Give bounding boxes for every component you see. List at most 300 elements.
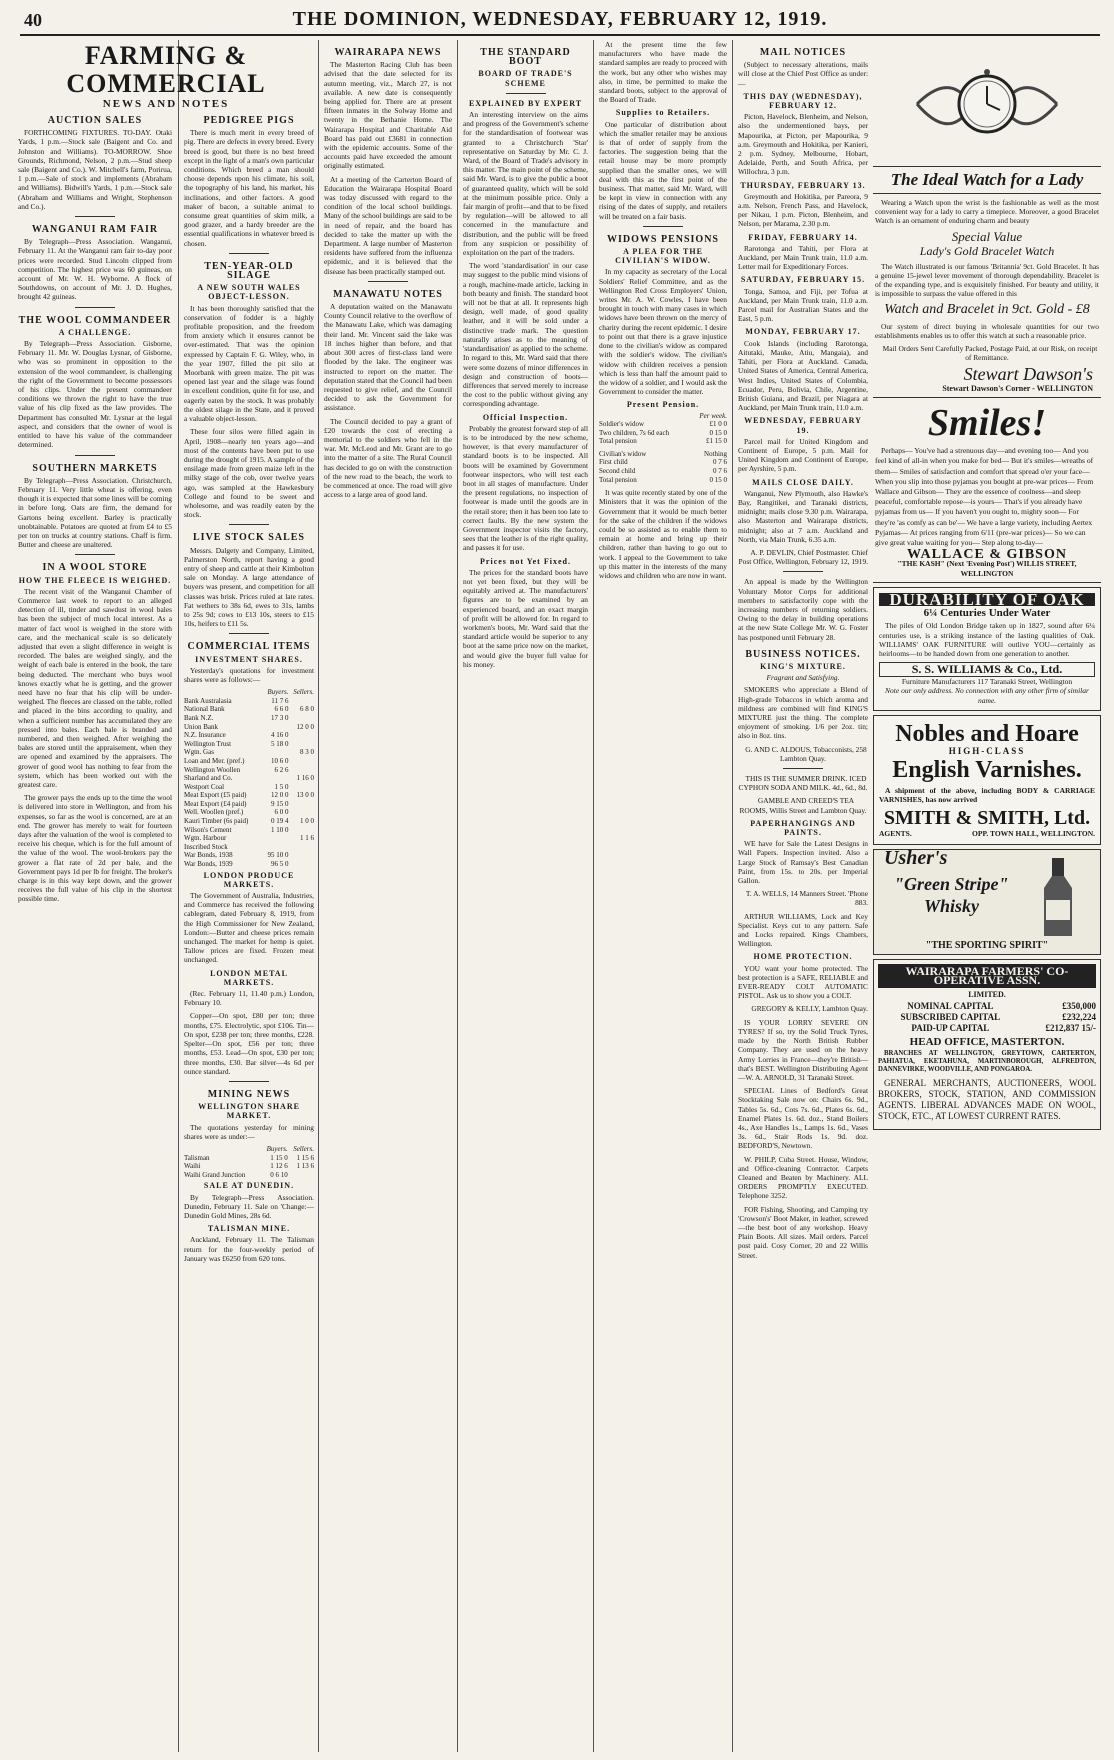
- advertising-column: [873, 40, 1101, 1752]
- mail-day-text: Greymouth and Hokitika, per Pareora, 9 a.m. Nelson, French Pass, and Havelock, per Nikau, 1 p.m. Picton, Blenheim, and Nelson, per Marama, 2.30 p.m.: [738, 191, 868, 229]
- divider: [75, 216, 115, 217]
- shares-header: Buyers.: [267, 688, 289, 697]
- subheading-challenge: A CHALLENGE.: [58, 327, 132, 337]
- shares-cell: [263, 843, 289, 852]
- column-1: [18, 108, 172, 1752]
- pension-cell: £1 0 0: [709, 420, 727, 429]
- shares-cell: [289, 697, 314, 706]
- shares-row: [184, 817, 314, 826]
- mail-day-heading: FRIDAY, FEBRUARY 14.: [748, 232, 858, 242]
- shares-cell: 12 0 0: [271, 791, 289, 800]
- masthead: [20, 4, 1100, 36]
- subheading-investment: INVESTMENT SHARES.: [195, 654, 303, 664]
- ad-fishing-boots: FOR Fishing, Shooting, and Camping try 'Crowson's' Boot Maker, in leather, screwed—the best boot of any workshop. Heavy Plain Boots. All sizes. Mail orders. Parcel post paid. Cosy Corner, 20 and 22 Willis Street.: [738, 1204, 868, 1260]
- smith-smith-name: SMITH & SMITH, Ltd.: [883, 807, 1091, 830]
- shares-cell: 4 16 0: [271, 731, 289, 740]
- shares-cell: [263, 723, 289, 732]
- shares-row: [184, 697, 314, 706]
- watch-illustration: [907, 44, 1067, 164]
- heading-paperhangings: PAPERHANGINGS AND PAINTS.: [750, 818, 856, 838]
- article-inspection: Probably the greatest forward step of all is to be introduced by the new scheme, however, is that every manufacturer of standard boots is to be inspected. All boots will be examined by Government footwear inspectors, who will test each boot in all stages of manufacture. Under the present regulations, no inspection of footwear is made until the goods are in the retail store; then it has been too late to correct faults. By the new system the Government inspector visits the factory, sees that the leather is of the right quality, and passes it for use.: [463, 423, 588, 553]
- watch-ad-text4: Mail Orders Sent Carefully Packed, Postage Paid, at our Risk, on receipt of Remittance.: [882, 344, 1098, 362]
- shares-row: [184, 740, 314, 749]
- heading-wool-store: IN A WOOL STORE: [42, 562, 148, 574]
- mining-cell: 1 15 6: [296, 1153, 314, 1162]
- watch-ad-text2: The Watch illustrated is our famous 'Britannia' 9ct. Gold Bracelet. It has a genuine 15-jewel lever movement of thorough dependability. Bracelet is of the expanding type, and is exquisitely finished. For beauty and utility, it is impossible to surpass the value offered in this: [875, 262, 1099, 298]
- smith-smith-footer: [879, 829, 1095, 838]
- subheading-present-pension: Present Pension.: [626, 400, 700, 410]
- shares-row: [184, 705, 314, 714]
- summer-signature: GAMBLE AND CREED'S TEA ROOMS, Willis Street and Lambton Quay.: [739, 796, 867, 815]
- column-rule: [318, 40, 319, 1752]
- shares-cell: 96 5 0: [271, 860, 289, 869]
- divider: [75, 455, 115, 456]
- ad-stewart-dawson: [873, 44, 1101, 398]
- oak-note: Note our only address. No connection with any other firm of similar name.: [885, 686, 1089, 705]
- wallace-gibson-name: WALLACE & GIBSON: [907, 547, 1067, 563]
- subheading-fleece: HOW THE FLEECE IS WEIGHED.: [18, 575, 172, 585]
- section-subheading: NEWS AND NOTES: [102, 98, 230, 110]
- notice-motor-corps: An appeal is made by the Wellington Voluntary Motor Corps for additional members to satisfactorily cope with the increasing numbers of returning soldiers. Owing to the delay in building operations at the new State College Mr. W. G. Foster has postponed until February 28.: [738, 577, 868, 642]
- shares-cell: 5 18 0: [271, 739, 289, 748]
- shares-cell: Sharland and Co.: [184, 774, 233, 783]
- divider: [783, 768, 823, 769]
- heading-southern-markets: SOUTHERN MARKETS: [32, 462, 158, 474]
- article-dunedin: By Telegraph—Press Association. Dunedin, February 11. Sale on 'Change:—Dunedin Gold Mines, 28s 6d.: [184, 1192, 314, 1220]
- heading-auction-sales: AUCTION SALES: [47, 115, 143, 126]
- shares-row: [184, 714, 314, 723]
- ad-home-protection: YOU want your home protected. The best protection is a SAFE, RELIABLE and EVER-READY COLT AUTOMATIC PISTOL. Ask us to show you a COLT.: [738, 963, 868, 1001]
- mining-cell: 1 12 6: [270, 1162, 288, 1171]
- shares-cell: 1 1 6: [300, 834, 314, 843]
- heading-ram-fair: WANGANUI RAM FAIR: [31, 224, 159, 236]
- subheading-talisman: TALISMAN MINE.: [207, 1224, 291, 1234]
- heading-wairarapa: WAIRARAPA NEWS: [334, 47, 442, 58]
- assn-office: HEAD OFFICE, MASTERTON.: [909, 1036, 1065, 1049]
- whisky-bottle-icon: [1036, 858, 1080, 938]
- bracelet-watch-icon: [907, 44, 1067, 164]
- oak-sub: 6¼ Centuries Under Water: [923, 607, 1051, 620]
- divider: [229, 253, 269, 254]
- heading-mail-notices: MAIL NOTICES: [759, 47, 847, 58]
- shares-cell: 8 3 0: [300, 748, 314, 757]
- mining-cell: 1 13 6: [296, 1162, 314, 1171]
- shares-cell: 1 5 0: [274, 782, 289, 791]
- article-prices: The prices for the standard boots have not yet been fixed, but they will be equitably arrived at. The manufacturers' figures are to be examined by an experienced board, and an exact margin of profit will be allowed for. In regard to workmen's boots, Mr. Ward said that the standard article would be superior to any boot at the same price now on the market, and would give the buyer full value for his money.: [463, 567, 588, 669]
- paper-signature: T. A. WELLS, 14 Manners Street. 'Phone 883.: [745, 889, 868, 908]
- capital-cell: £232,224: [1062, 1012, 1096, 1023]
- mail-day-heading: MONDAY, FEBRUARY 17.: [745, 327, 861, 337]
- shares-cell: Wgtn. Harbour: [184, 834, 227, 843]
- shares-cell: 1 0 0: [300, 817, 314, 826]
- oak-title: DURABILITY OF OAK: [879, 593, 1095, 606]
- column-6: [738, 40, 868, 1752]
- ushers-name: "Green Stripe": [894, 873, 1009, 894]
- ushers-slogan: "THE SPORTING SPIRIT": [925, 939, 1049, 951]
- divider: [75, 307, 115, 308]
- article-metal: Copper—On spot, £80 per ton; three months, £75. Electrolytic, spot £106. Tin—On spot, £238 per ton; three months, £228. Spelter—On spot, £56 per ton; three months, £53. Lead—On spot, £30 per ton; three months, £30. Bar silver—4s 6d per ounce standard.: [184, 1011, 314, 1076]
- divider: [229, 1081, 269, 1082]
- article-wool-store: The recent visit of the Wanganui Chamber of Commerce last week to report to an alleged detection of ill, tinder and sawdust in wool bales has been the subject of much local interest. As a matter of fact wool is weighed in the store with care, and the mechanical scale is so delicately adjusted that even a slight difference in weight is recorded. The bales are weighed singly, and the weight of each bale is entered in the book, the tare being deducted. The merchant who buys wool knows exactly what he is getting, and the grower need have no fear that his clip will be under-weighed. The fleeces are classed on the table, rolled and placed in the bins according to quality, and when a sufficient number has accumulated they are pressed into bales. Each bale is branded and numbered, and then weighed. After weighing the bales are stored until the appraisement, when they are opened and examined by the appraisers. The grower of good wool has nothing to fear from the system, which has been worked out with the greatest care.: [18, 586, 172, 789]
- subheading-mails-daily: MAILS CLOSE DAILY.: [752, 477, 854, 487]
- pension-cell: Two children, 7s 6d each: [599, 428, 670, 437]
- column-rule: [593, 40, 594, 1752]
- article-standard-boot: An interesting interview on the aims and progress of the Government's scheme for the standardisation of footwear was granted to a Christchurch 'Star' representative on Saturday by Mr. C. J. Ward, of the Board of Trade's advisory in this matter. The main point of the scheme, said Mr. Ward, is to give the public a boot of guaranteed quality, which will be sold at the minimum possible price. Only a fair margin of profit—and that to be fixed by regulation—will be allowed to all concerned in the manufacture and distribution, and the public will be freed from any suspicion or possibility of exploitation on the part of the traders.: [463, 110, 588, 258]
- watch-special2: Lady's Gold Bracelet Watch: [919, 244, 1055, 258]
- shares-cell: Wilson's Cement: [184, 825, 232, 834]
- article-wairarapa: The Masterton Racing Club has been advised that the date selected for its autumn meeting, viz., March 27, is not available. A new date is consequently being applied for. There are at present fifteen inmates in the Solway Home and twenty in the Bethanie Home. The Wairarapa Hospital and Charitable Aid Board has paid out £3681 in connection with the epidemic accounts. Some of the accounts paid have exceeded the amount originally estimated.: [324, 60, 452, 171]
- shares-cell: [289, 808, 314, 817]
- shares-cell: 1 10 0: [271, 825, 289, 834]
- divider: [506, 93, 546, 94]
- pension-civilian-row: [599, 458, 727, 467]
- article-widows: In my capacity as secretary of the Local Soldiers' Relief Committee, and as the Wellington Red Cross Employers' Union, writes Mr. A. W. Cowles, I have been brought in touch with many cases in which widows have been thrown on the mercy of charity during the recent epidemic. I desire to point out that there is a grave injustice done to the civilian's widow as compared with the soldier's widow. The civilian's widow with children receives a pension which is less than half the amount paid to the widow of a soldier, and I would ask the Government to consider the matter.: [599, 267, 727, 397]
- shares-cell: Bank N.Z.: [184, 713, 214, 722]
- pension-header: Per week.: [699, 411, 727, 420]
- wallace-gibson-address: "THE KASH" (Next 'Evening Post') WILLIS STREET, WELLINGTON: [897, 559, 1077, 578]
- ad-ushers-whisky: [873, 846, 1101, 955]
- assn-limited: LIMITED.: [968, 990, 1006, 1000]
- watch-offer: Watch and Bracelet in 9ct. Gold - £8: [884, 302, 1090, 317]
- shares-cell: [289, 714, 314, 723]
- shares-cell: [289, 851, 314, 860]
- stewart-dawson-logo: Stewart Dawson's: [963, 364, 1093, 384]
- article-boot-continued: At the present time the few manufacturers who have made the standard samples are ready to proceed with the work, but any other who wishes may also, in time, be permitted to make the standard boots, subject to the approval of the Board of Trade.: [599, 40, 727, 105]
- watch-special: Special Value: [951, 229, 1023, 244]
- watch-ad-text: Wearing a Watch upon the wrist is the fashionable as well as the most convenient way for a lady to carry a timepiece. Moreover, a good Bracelet Watch is an ornament of enduring charm and beauty: [875, 198, 1099, 225]
- mail-day-text: Picton, Havelock, Blenheim, and Nelson, also the undermentioned bays, per Mapourika, at Picton, per Mapourika, 9 a.m. Greymouth and Hokitika, per Kanieri, 2 p.m. Sydney, Melbourne, Hobart, Adelaide, Perth, and South Africa, per Willochra, 3 p.m.: [738, 112, 868, 177]
- divider: [783, 571, 823, 572]
- ad-lorry-tyres: IS YOUR LORRY SEVERE ON TYRES? If so, try the Solid Truck Tyres, made by the North British Rubber Company. They are used on the heavy Army Lorries in France—they're British—that's BEST. Wellington Distributing Agent—W. A. ARNOLD, 31 Taranaki Street.: [738, 1017, 868, 1082]
- mail-day-heading: THURSDAY, FEBRUARY 13.: [740, 180, 866, 190]
- shares-cell: Wellington Woollen: [184, 765, 241, 774]
- pension-civilian-cell: Total pension: [599, 475, 637, 484]
- mining-header: Sellers.: [293, 1144, 314, 1153]
- smiles-title: Smiles!: [927, 402, 1047, 445]
- ad-philp: W. PHILP, Cuba Street. House, Window, and Office-cleaning Contractor. Carpets Cleaned and Beaten by Machinery. ALL ORDERS PROMPTLY EXECUTED. Telephone 3252.: [738, 1154, 868, 1201]
- heading-pedigree-pigs: PEDIGREE PIGS: [203, 115, 295, 126]
- article-produce: The Government of Australia, Industries, and Commerce has received the following cablegram, dated February 8, 1919, from the High Commissioner for New Zealand, London:—Butter and cheese prices remain unchanged. The market for hemp is quiet. Tallow prices are fixed. Frozen meat unchanged.: [184, 891, 314, 965]
- oak-text: The piles of Old London Bridge taken up in 1827, sound after 6¼ centuries use, is a striking instance of the lasting qualities of Oak. WILLIAMS' OAK FURNITURE will outlive YOU—certainly as heirlooms—to be handed down from one generation to another.: [879, 621, 1095, 659]
- shares-cell: 6 6 0: [274, 705, 289, 714]
- shares-cell: Wellington Trust: [184, 739, 232, 748]
- mail-day-text: Rarotonga and Tahiti, per Flora at Auckland, per Main Trunk train, 11.0 a.m. Letter mail for Expeditionary Forces.: [738, 243, 868, 272]
- mining-header: Buyers.: [266, 1144, 288, 1153]
- assn-title: WAIRARAPA FARMERS' CO-OPERATIVE ASSN.: [878, 964, 1096, 988]
- divider: [75, 554, 115, 555]
- mail-day-heading: SATURDAY, FEBRUARY 15.: [740, 275, 866, 285]
- pension-row: [599, 429, 727, 438]
- shares-row: [184, 723, 314, 732]
- mining-row: [184, 1154, 314, 1163]
- mining-row: [184, 1171, 314, 1180]
- pension-row: [599, 437, 727, 446]
- shares-cell: War Bonds, 1938: [184, 851, 233, 860]
- pension-civilian-cell: Civilian's widow: [599, 449, 647, 458]
- shares-cell: 95 10 0: [267, 851, 289, 860]
- ad-kings-mixture: SMOKERS who appreciate a Blend of High-grade Tobaccos in which aroma and mildness are combined will find KING'S MIXTURE just the thing. The complete enjoyment of smoking. 1/6 per 2oz. tin; also in 8oz. tins.: [738, 685, 868, 741]
- oak-firm-address: Furniture Manufacturers 117 Taranaki Street, Wellington: [901, 677, 1073, 687]
- subheading-expert: EXPLAINED BY EXPERT: [468, 98, 583, 108]
- column-rule: [732, 40, 733, 1752]
- shares-cell: [289, 800, 314, 809]
- shares-cell: Loan and Mer. (pref.): [184, 756, 245, 765]
- shares-row: [184, 791, 314, 800]
- heading-business-notices: BUSINESS NOTICES.: [745, 648, 861, 660]
- pension-cell: 0 15 0: [709, 428, 727, 437]
- article-talisman: Auckland, February 11. The Talisman return for the four-weekly period of January was £6250 from 620 tons.: [184, 1235, 314, 1263]
- pension-civilian-cell: 0 7 6: [712, 458, 727, 467]
- pension-civilian-cell: Nothing: [704, 449, 727, 458]
- ad-summer-drink: THIS IS THE SUMMER DRINK. ICED CYPHON SODA AND MILK. 4d., 6d., 8d.: [738, 774, 868, 793]
- column-2: [184, 108, 314, 1752]
- article-manawatu: A deputation waited on the Manawatu County Council relative to the overflow of the Manawatu Lake, which was damaging their land. Mr. Vincent said the lake was 18 inches higher than before, and that about 300 acres of first-class land were flooded by the lake. The engineer was instructed to report on the matter. The deputation stated that the Council had been requested to give relief, and the Council decided to ask the Government for assistance.: [324, 302, 452, 413]
- subheading-board-trade: BOARD OF TRADE'S SCHEME: [478, 69, 573, 88]
- pension-civilian-row: [599, 450, 727, 459]
- shares-table: [184, 688, 314, 868]
- shares-cell: National Bank: [184, 705, 225, 714]
- column-rule: [178, 40, 179, 1752]
- capital-row: [878, 1001, 1096, 1012]
- capital-row: [878, 1012, 1096, 1023]
- column-3: [324, 40, 452, 1752]
- capital-cell: NOMINAL CAPITAL: [907, 1001, 994, 1012]
- subheading-inspection: Official Inspection.: [482, 412, 569, 422]
- ad-nobles-hoare: [873, 715, 1101, 844]
- subheading-produce: LONDON PRODUCE MARKETS.: [203, 870, 295, 889]
- heading-mining: MINING NEWS: [207, 1088, 291, 1100]
- pension-table-soldier: [599, 412, 727, 446]
- pension-cell: Total pension: [599, 437, 637, 446]
- shares-cell: 9 15 0: [271, 799, 289, 808]
- shares-row: [184, 834, 314, 843]
- article-manawatu-cont: The Council decided to pay a grant of £20 towards the cost of erecting a memorial to the soldiers who fell in the war. Mr. McLeod and Mr. Grant are to go into the matter of a site. The Rural Council has decided to go on with the construction of the new road to the beach, the work to be commenced at once. The road will give access to a large area of good land.: [324, 416, 452, 500]
- assn-text: GENERAL MERCHANTS, AUCTIONEERS, WOOL BROKERS, STOCK, STATION, AND COMMISSION AGENTS. LIBERAL ADVANCES MADE ON WOOL, STOCK, ETC., AT LOWEST CURRENT RATES.: [878, 1077, 1096, 1121]
- article-widows-cont: It was quite recently stated by one of the Ministers that it was the opinion of the Government that it would be much better for the sake of the children if the widows could be so assisted as to enable them to remain at home and bring up their children, rather than having to go out to work. I appeal to the Government to take up this matter in the interests of the many widows and children who are now in want.: [599, 488, 727, 581]
- ushers-brand: Usher's: [884, 846, 948, 869]
- subheading-suppliers: Supplies to Retailers.: [615, 108, 711, 118]
- metal-intro: (Rec. February 11, 11.40 p.m.) London, February 10.: [184, 989, 314, 1008]
- article-standard-boot-cont: The word 'standardisation' in our case may suggest to the public mind visions of a rough, machine-made article, lacking in both beauty and finish. The standard boot will not be that at all. It represents high design, well made, of good quality leather, and it will be sold under a distinctive trade mark. The question naturally arises as to the meaning of 'standardisation' as applied to the scheme. In regard to this, Mr. Ward said that there were some dozens of minor differences in design and construction of boots—differences that served merely to increase the cost to the public without giving any corresponding advantage.: [463, 261, 588, 409]
- article-southern-markets: By Telegraph—Press Association. Christchurch, February 11. Very little wheat is offering, even though it is expected that some lines will be coming in before long. Oats are firm, the demand for Gartons being excellent. Barley is practically unobtainable. Potatoes are quoted at from £4 to £5 per ton on trucks at country stations. Chaff is firm. Butter and cheese are unaltered.: [18, 475, 172, 550]
- capital-row: [878, 1023, 1096, 1034]
- heading-commercial: COMMERCIAL ITEMS: [187, 641, 311, 653]
- mining-table: [184, 1145, 314, 1179]
- subheading-silage: A NEW SOUTH WALES OBJECT-LESSON.: [197, 283, 301, 302]
- pension-table-civilian: [599, 450, 727, 484]
- smiles-text: Perhaps— You've had a strenuous day—and evening too— And you feel kind of all-in when you make for bed— But it's smiles—wreaths of them— Smiles of satisfaction and comfort that spread o'er your face— When you slip into those pyjamas you bought at pre-war prices— From Wallace and Gibson— They are the essence of coolness—and sleep peaceful, comfortable repose—is yours— That's if you already have pyjamas from us— If you haven't you ought to, mighty soon— For they're 'as comfy as can be'— We have a large variety, including Aertex Pyjamas— At prices ranging from 6/11 (pre-war prices)— So we can give great value waiting for you— Step along to-day—: [875, 446, 1094, 548]
- subheading-prices: Prices not Yet Fixed.: [480, 556, 571, 566]
- subheading-share-market: WELLINGTON SHARE MARKET.: [198, 1102, 300, 1121]
- heading-silage: TEN-YEAR-OLD SILAGE: [204, 260, 294, 282]
- divider: [229, 633, 269, 634]
- mining-cell: Waihi Grand Junction: [184, 1170, 246, 1179]
- heading-wool-commandeer: THE WOOL COMMANDEER: [18, 314, 172, 326]
- mail-day-text: Parcel mail for United Kingdom and Continent of Europe, 5 p.m. Mail for United Kingdom and Continent of Europe, per Ayrshire, 5 p.m.: [738, 436, 868, 474]
- mail-day-text: Cook Islands (including Rarotonga, Aitutaki, Mauke, Atiu, Mangaia), and Tahiti, per Flora at Auckland. Canada, United States of America, Central America, West Indies, United States of Colombia, Ecuador, Peru, Bolivia, Chile, Argentine, British Guiana, and Brazil, per Niagara at Auckland, per Main Trunk train, 11.0 a.m.: [738, 338, 868, 413]
- shares-row: [184, 860, 314, 869]
- article-live-stock: Messrs. Dalgety and Company, Limited, Palmerston North, report having a good entry of sheep and cattle at their Kimbolton sale on Monday. A large attendance of buyers was present, and competition for all classes was brisk. Prices ruled at late rates. Fat wethers to 38s 6d, ewes to 31s, lambs to 25s 9d; cows to £13 10s, steers to £15 10s, heifers to £11 5s.: [184, 545, 314, 629]
- capital-cell: PAID-UP CAPITAL: [911, 1023, 990, 1034]
- column-4: [463, 40, 588, 1752]
- mining-cell: Talisman: [184, 1153, 210, 1162]
- ad-paperhangings: WE have for Sale the Latest Designs in Wall Papers. Inspection invited. Also a Large Stock of Ramsay's Best Canadian Paint, from 15s. to 20s. per Imperial Gallon.: [738, 839, 868, 886]
- subheading-metal: LONDON METAL MARKETS.: [210, 968, 288, 987]
- mining-cell: [288, 1171, 314, 1180]
- shares-cell: [289, 843, 314, 852]
- kings-tagline: Fragrant and Satisfying.: [766, 673, 840, 683]
- shares-cell: Meat Export (£5 paid): [184, 791, 247, 800]
- article-ram-fair: By Telegraph—Press Association. Wanganui, February 11. At the Wanganui ram fair to-day poor prices were recorded. Stud Lincoln clipped from competition. The highest price was 60 guineas, on account of Mr. W. H. Wyborne. A flock of Southdowns, on account of Mr. J. D. Hughes, brought 42 guineas.: [18, 237, 172, 302]
- heading-live-stock: LIVE STOCK SALES: [193, 532, 305, 544]
- investment-intro: Yesterday's quotations for investment shares were as follows:—: [184, 665, 314, 684]
- mining-cell: 1 15 0: [270, 1153, 288, 1162]
- pension-cell: £1 15 0: [705, 437, 727, 446]
- shares-cell: Well. Woollen (pref.): [184, 808, 244, 817]
- article-wairarapa-cont: At a meeting of the Carterton Board of Education the Wairarapa Hospital Board was today discussed with regard to the condition of the local school buildings. Many of the school buildings are said to be in need of repair, and the board has decided to take the matter up with the Department. A large number of Masterton residents have suffered from the influenza epidemic, and it is believed that the disease has been practically stamped out.: [324, 174, 452, 276]
- shares-cell: [289, 783, 314, 792]
- nobles-title2: English Varnishes.: [892, 756, 1082, 783]
- heading-kings-mixture: KING'S MIXTURE.: [760, 661, 846, 671]
- nobles-title: Nobles and Hoare: [895, 721, 1079, 748]
- nobles-text: A shipment of the above, including BODY & CARRIAGE VARNISHES, has now arrived: [879, 785, 1095, 804]
- article-suppliers: One particular of distribution about which the smaller retailer may be anxious is that of order of supply from the factories. The suggestion being that the retail house may be more promptly supplied than the smaller ones, we will deal with this as the first point of the business. That matter, said Mr. Ward, will be kept in view in connection with any rising of the dates of supply, and retailers will be treated on a fair basis.: [599, 119, 727, 221]
- shares-cell: [289, 826, 314, 835]
- section-heading-farming: FARMING & COMMERCIAL: [66, 41, 266, 98]
- article-silage-cont: These four silos were filled again in April, 1908—nearly ten years ago—and most of the contents have been put to use during the drought of 1915. A sample of the ensilage made from green maize left in the milky stage of the cob, over twelve years ago, was sampled at the Hawkesbury College and found to be sweet and wholesome, and was readily eaten by the stock.: [184, 427, 314, 520]
- divider: [643, 226, 683, 227]
- stewart-dawson-address: Stewart Dawson's Corner - WELLINGTON: [942, 384, 1093, 393]
- shares-cell: [263, 748, 289, 757]
- pension-row: [599, 420, 727, 429]
- ad-durability-oak: [873, 587, 1101, 711]
- column-5: [599, 40, 727, 1752]
- shares-cell: [263, 834, 289, 843]
- shares-row: [184, 757, 314, 766]
- shares-cell: Westport Coal: [184, 782, 225, 791]
- shares-cell: Meat Export (£4 paid): [184, 799, 247, 808]
- pension-civilian-row: [599, 467, 727, 476]
- shares-cell: [289, 740, 314, 749]
- shares-row: [184, 748, 314, 757]
- shares-cell: 10 6 0: [271, 756, 289, 765]
- protection-signature: GREGORY & KELLY, Lambton Quay.: [751, 1004, 868, 1014]
- capital-cell: £212,837 15/-: [1045, 1023, 1096, 1034]
- shares-cell: [289, 766, 314, 775]
- watch-ad-text3: Our system of direct buying in wholesale quantities for our two establishments enables us to offer this watch at such a reasonable price.: [875, 322, 1099, 340]
- mail-daily: Wanganui, New Plymouth, also Hawke's Bay, Rangitikei, and Taranaki districts, midnight; mails close 9.30 p.m. Wairarapa, also Masterton and Wairarapa districts, midnight; also at 7 a.m. Auckland and North, via Main Trunk, 6.35 a.m.: [738, 488, 868, 544]
- ad-bedfords-sale: SPECIAL Lines of Bedford's Great Stocktaking Sale now on: Chairs 6s. 9d., Tables 5s. 6d., Cots 7s. 6d., Plates 6s. 6d., Enamel Plates 1s. 6d. doz., Stand Boilers 4s., Axe Handles 1s., Lamps 1s. 6d., Vases 3s. 6d., Stair Rods 1s. 9d. doz. BEDFORD'S, Newtown.: [738, 1086, 868, 1151]
- shares-cell: [289, 757, 314, 766]
- article-wool-commandeer: By Telegraph—Press Association. Gisborne, February 11. Mr. W. Douglas Lysnar, of Gisborne, who was so prominent in opposition to the extension of the wool commandeer, is challenging the right of the Government to become possessors of his clips. Under the present commandeer conditions we thrown the right to have the true value of his clip fixed as the law provides. The Department has consulted Mr. Lysnar at the legal aspect, and considers that the owner of wool is entitled to have his value of the commandeer determined.: [18, 339, 172, 450]
- shares-row: [184, 800, 314, 809]
- shares-cell: 6 8 0: [300, 705, 314, 714]
- article-silage: It has been thoroughly satisfied that the conservation of fodder is a highly profitable proposition, and the freedom from anxiety which it ensures cannot be over-estimated. That was the opinion expressed by Captain F. G. Wiley, who, in the year 1907, filled the pit silo at Moorbank with green maize. The pit was opened last year and the silage was found in excellent condition, quite fit for use, and eagerly eaten by the stock. It was probably the oldest silage in the State, and it proved a valuable object-lesson.: [184, 303, 314, 424]
- heading-standard-boot: THE STANDARD BOOT: [480, 47, 571, 68]
- shares-cell: Bank Australasia: [184, 696, 232, 705]
- pension-header: [599, 412, 691, 421]
- shares-cell: Union Bank: [184, 722, 219, 731]
- shares-cell: 11 7 6: [271, 696, 289, 705]
- shares-cell: N.Z. Insurance: [184, 731, 226, 740]
- smith-smith-address: OPP. TOWN HALL, WELLINGTON.: [972, 829, 1095, 839]
- mining-intro: The quotations yesterday for mining shares were as under:—: [184, 1122, 314, 1141]
- ad-wallace-gibson: [873, 398, 1101, 583]
- mail-intro: (Subject to necessary alterations, mails will close at the Chief Post Office as under:—: [738, 60, 868, 88]
- shares-cell: 0 19 4: [271, 817, 289, 826]
- ad-arthur-williams: ARTHUR WILLIAMS, Lock and Key Specialist. Keys cut to any pattern. Safe and Locks repaired. Kings Chambers, Wellington.: [738, 911, 868, 949]
- mail-signature: A. P. DEVLIN, Chief Postmaster. Chief Post Office, Wellington, February 12, 1919.: [738, 547, 868, 567]
- shares-row: [184, 851, 314, 860]
- shares-cell: 12 0 0: [296, 722, 314, 731]
- newspaper-title: THE DOMINION, WEDNESDAY, FEBRUARY 12, 1919.: [292, 8, 828, 30]
- shares-cell: Inscribed Stock: [184, 842, 228, 851]
- page-number: 40: [24, 10, 42, 30]
- heading-home-protection: HOME PROTECTION.: [753, 952, 853, 962]
- column-rule: [457, 40, 458, 1752]
- shares-cell: [263, 774, 289, 783]
- shares-cell: 17 3 0: [271, 713, 289, 722]
- pension-civilian-cell: 0 7 6: [712, 467, 727, 476]
- pension-civilian-cell: 0 15 0: [709, 475, 727, 484]
- smith-smith-agents: AGENTS.: [879, 829, 912, 839]
- mining-cell: Waihi: [184, 1162, 201, 1171]
- kings-signature: G. AND C. ALDOUS, Tobacconists, 258 Lambton Quay.: [745, 744, 867, 763]
- divider: [229, 524, 269, 525]
- capital-table: [878, 1001, 1096, 1034]
- pension-civilian-row: [599, 476, 727, 485]
- pension-civilian-cell: Second child: [599, 467, 636, 476]
- shares-cell: [289, 860, 314, 869]
- shares-row: [184, 843, 314, 852]
- mail-schedule: [738, 92, 868, 474]
- ushers-kind: Whisky: [924, 895, 980, 916]
- mail-day-heading: WEDNESDAY, FEBRUARY 19.: [744, 416, 862, 435]
- shares-cell: 13 0 0: [296, 791, 314, 800]
- shares-header: Sellers.: [293, 688, 314, 697]
- divider: [368, 281, 408, 282]
- watch-ad-title: The Ideal Watch for a Lady: [873, 166, 1101, 194]
- shares-row: [184, 826, 314, 835]
- ad-wairarapa-farmers: [873, 959, 1101, 1130]
- shares-cell: 1 16 0: [296, 774, 314, 783]
- pension-civilian-cell: First child: [599, 458, 628, 467]
- oak-firm: S. S. WILLIAMS & Co., Ltd.: [879, 662, 1095, 677]
- pension-cell: Soldier's widow: [599, 420, 645, 429]
- shares-row: [184, 766, 314, 775]
- mining-header: [184, 1145, 261, 1154]
- heading-manawatu: MANAWATU NOTES: [333, 288, 443, 300]
- mail-day-text: Tonga, Samoa, and Fiji, per Tofua at Auckland, per Main Trunk train, 11.0 a.m. Parcel mail for Australian States and the East, 5 p.m.: [738, 286, 868, 324]
- shares-row: [184, 731, 314, 740]
- subheading-civilian-widow: A PLEA FOR THE CIVILIAN'S WIDOW.: [615, 247, 711, 266]
- capital-cell: SUBSCRIBED CAPITAL: [900, 1012, 1001, 1023]
- subheading-dunedin: SALE AT DUNEDIN.: [203, 1181, 295, 1191]
- mail-day-heading: THIS DAY (WEDNESDAY), FEBRUARY 12.: [743, 91, 863, 111]
- shares-row: [184, 808, 314, 817]
- capital-cell: £350,000: [1062, 1001, 1096, 1012]
- mining-cell: 0 6 10: [270, 1170, 288, 1179]
- shares-cell: War Bonds, 1939: [184, 860, 233, 869]
- shares-row: [184, 774, 314, 783]
- mining-row: [184, 1162, 314, 1171]
- shares-row: [184, 783, 314, 792]
- nobles-sub: HIGH-CLASS: [948, 746, 1026, 757]
- article-pedigree-pigs: There is much merit in every breed of pig. There are defects in every breed. Every breed is good, but there is no best breed except in the light of a man's own particular conditions. Which breed a man should choose depends upon his climate, his soil, the topography of his land, his market, his inclinations, and other factors. A good maker of bacon, a suitable animal to consume great quantities of skim milk, a good grazer, and a hardy breeder are the essential qualifications in whatever breed is chosen.: [184, 128, 314, 248]
- shares-header: [184, 688, 263, 697]
- assn-branches: BRANCHES AT WELLINGTON, GREYTOWN, CARTERTON, PAHIATUA, EKETAHUNA, MARTINBOROUGH, ALFREDTON, DANNEVIRKE, WOODVILLE, AND PONGAROA.: [878, 1049, 1096, 1074]
- shares-cell: [289, 731, 314, 740]
